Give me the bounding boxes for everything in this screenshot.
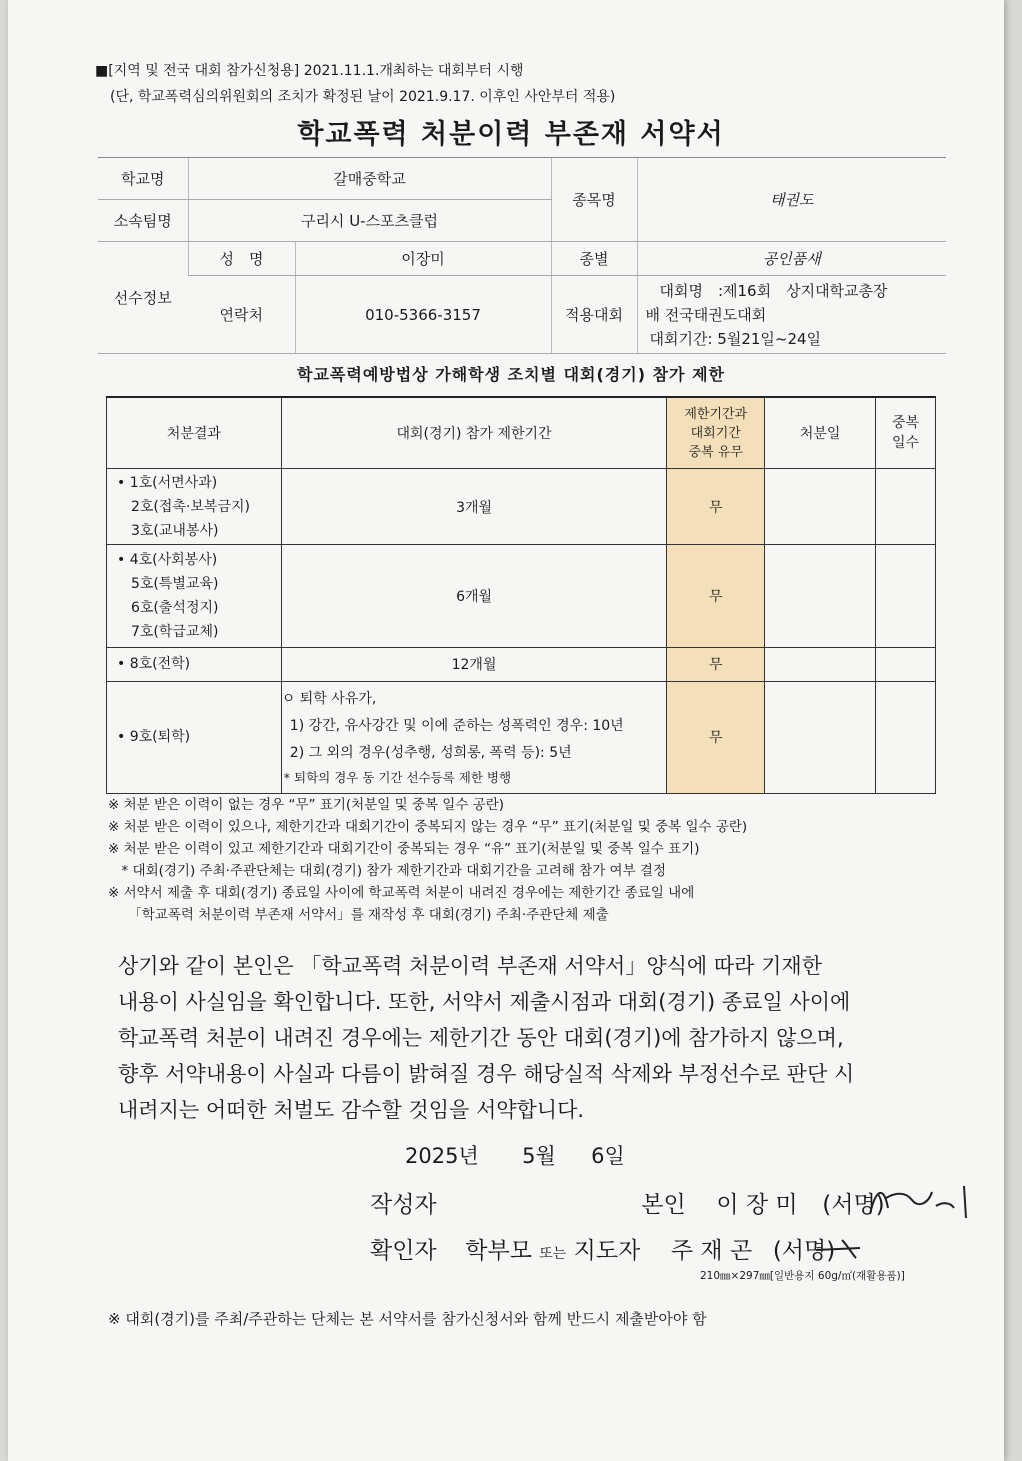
note-line: 「학교폭력 처분이력 부존재 서약서」를 재작성 후 대회(경기) 주최·주관단체 제출	[108, 907, 609, 923]
measure-item: 3호(교내봉사)	[117, 522, 219, 539]
date-day: 6일	[591, 1144, 625, 1168]
sport-value: 태권도	[637, 158, 946, 242]
restriction-period: 12개월	[281, 647, 667, 681]
measure-item: 5호(특별교육)	[117, 575, 219, 592]
disposition-date-cell	[765, 681, 876, 793]
applied-event-label: 적용대회	[551, 276, 637, 354]
measure-list	[107, 545, 282, 647]
detail-line: 1) 강간, 유사강간 및 이에 준하는 성폭력인 경우: 10년	[289, 717, 624, 734]
table-row	[107, 545, 936, 647]
team-label: 소속팀명	[98, 200, 188, 242]
overlap-days-cell	[876, 681, 936, 793]
pledge-line: 내용이 사실임을 확인합니다. 또한, 서약서 제출시점과 대회(경기) 종료일 사이에	[118, 990, 851, 1014]
measure-item: • 9호(퇴학)	[117, 729, 191, 746]
signing-date	[405, 1140, 625, 1170]
measure-item: • 1호(서면사과)	[117, 474, 218, 491]
overlap-value: 무	[667, 681, 765, 793]
overlap-days-cell	[876, 647, 936, 681]
detail-line: ㅇ 퇴학 사유가,	[281, 690, 377, 707]
contact-value: 010-5366-3157	[295, 276, 551, 354]
confirmer-role-coach: 지도자	[573, 1238, 641, 1264]
event-name-line-1: 대회명 :제16회 상지대학교총장	[659, 281, 888, 300]
footer-note: ※ 대회(경기)를 주최/주관하는 단체는 본 서약서를 참가신청서와 함께 반드시 제출받아야 함	[108, 1310, 707, 1328]
confirmer-sign-mark: (서명)	[772, 1238, 836, 1264]
overlap-value: 무	[667, 647, 765, 681]
writer-name: 이 장 미	[716, 1192, 798, 1218]
pledge-text	[118, 948, 938, 1128]
disposition-date-cell	[765, 545, 876, 647]
contact-label: 연락처	[188, 276, 295, 354]
measure-item: 6호(출석정지)	[117, 599, 219, 616]
team-value: 구리시 U-스포츠클럽	[188, 200, 551, 242]
table-row	[107, 469, 936, 545]
notice-line-2: (단, 학교폭력심의위원회의 조치가 확정된 날이 2021.9.17. 이후인 사안부터 적용)	[110, 89, 616, 105]
header-overlap-line-1: 제한기간과	[684, 406, 748, 422]
writer-sign-mark: (서명)	[822, 1192, 885, 1218]
measure-item: • 8호(전학)	[117, 656, 191, 673]
measure-item: 7호(학급교체)	[117, 623, 219, 640]
writer-role: 본인	[641, 1192, 686, 1218]
pledge-line: 상기와 같이 본인은 「학교폭력 처분이력 부존재 서약서」양식에 따라 기재한	[118, 954, 822, 978]
name-label: 성 명	[188, 242, 295, 276]
confirmer-handwritten-signature	[812, 1236, 892, 1262]
note-line: ※ 처분 받은 이력이 있으나, 제한기간과 대회기간이 중복되지 않는 경우 “무” 표기(처분일 및 중복 일수 공란)	[108, 819, 748, 835]
date-year: 2025년	[405, 1144, 479, 1168]
date-month: 5월	[522, 1144, 556, 1168]
header-period: 대회(경기) 참가 제한기간	[281, 397, 667, 469]
measure-item: • 4호(사회봉사)	[117, 551, 218, 568]
overlap-days-cell	[876, 469, 936, 545]
header-overlap-line-2: 대회기간	[690, 425, 741, 441]
note-line: * 대회(경기) 주최·주관단체는 대회(경기) 참가 제한기간과 대회기간을 고려해 참가 여부 결정	[108, 863, 666, 879]
document-title: 학교폭력 처분이력 부존재 서약서	[297, 119, 725, 150]
measures-table	[106, 396, 936, 794]
section-title: 학교폭력예방법상 가해학생 조치별 대회(경기) 참가 제한	[297, 365, 725, 384]
confirmer-or: 또는	[539, 1246, 567, 1262]
measure-item: 2호(접촉·보복금지)	[117, 498, 250, 515]
name-value: 이장미	[295, 242, 551, 276]
expulsion-details	[281, 681, 667, 793]
confirmer-signature-line	[370, 1232, 835, 1265]
notes	[108, 794, 948, 926]
measure-list	[107, 647, 282, 681]
school-value: 갈매중학교	[188, 158, 551, 200]
pledge-line: 학교폭력 처분이 내려진 경우에는 제한기간 동안 대회(경기)에 참가하지 않으며,	[118, 1026, 844, 1050]
table-row	[107, 647, 936, 681]
pledge-line: 내려지는 어떠한 처벌도 감수할 것임을 서약합니다.	[118, 1098, 585, 1122]
measure-list	[107, 681, 282, 793]
detail-line: * 퇴학의 경우 동 기간 선수등록 제한 병행	[283, 769, 512, 785]
disposition-date-cell	[765, 469, 876, 545]
overlap-days-cell	[876, 545, 936, 647]
school-label: 학교명	[98, 158, 188, 200]
header-days-line-1: 중복	[891, 415, 920, 432]
restriction-period: 3개월	[281, 469, 667, 545]
info-table	[98, 157, 946, 354]
detail-line: 2) 그 외의 경우(성추행, 성희롱, 폭력 등): 5년	[289, 744, 572, 761]
sport-label: 종목명	[551, 158, 637, 242]
confirmer-name: 주 재 곤	[670, 1238, 753, 1264]
note-line: ※ 처분 받은 이력이 있고 제한기간과 대회기간이 중복되는 경우 “유” 표기(처분일 및 중복 일수 표기)	[108, 841, 700, 857]
notice-line-1: ■[지역 및 전국 대회 참가신청용] 2021.11.1.개최하는 대회부터 시행	[95, 63, 524, 79]
event-name-line-2: 배 전국태권도대회	[645, 305, 767, 324]
category-label: 종별	[551, 242, 637, 276]
pledge-line: 향후 서약내용이 사실과 다름이 밝혀질 경우 해당실적 삭제와 부정선수로 판단 시	[118, 1062, 855, 1086]
table-row	[107, 681, 936, 793]
applied-event-value	[637, 276, 946, 354]
header-overlap-line-3: 중복 유무	[688, 444, 743, 460]
restriction-period: 6개월	[281, 545, 667, 647]
category-value: 공인품새	[637, 242, 946, 276]
measure-list	[107, 469, 282, 545]
paper-spec: 210㎜×297㎜[일반용지 60g/㎡(재활용품)]	[700, 1270, 905, 1282]
header-days	[876, 397, 936, 469]
disposition-date-cell	[765, 647, 876, 681]
note-line: ※ 서약서 제출 후 대회(경기) 종료일 사이에 학교폭력 처분이 내려진 경우에는 제한기간 종료일 내에	[108, 885, 695, 901]
player-label: 선수정보	[98, 242, 188, 354]
confirmer-role-parent: 학부모	[465, 1238, 532, 1264]
overlap-value: 무	[667, 545, 765, 647]
header-days-line-2: 일수	[891, 435, 920, 452]
confirmer-label: 확인자	[370, 1238, 437, 1264]
overlap-value: 무	[667, 469, 765, 545]
header-result: 처분결과	[107, 397, 282, 469]
event-period: 대회기간: 5월21일~24일	[649, 329, 822, 348]
writer-signature-line	[370, 1186, 885, 1219]
header-overlap	[667, 397, 765, 469]
header-date: 처분일	[765, 397, 876, 469]
writer-label: 작성자	[370, 1192, 437, 1218]
note-line: ※ 처분 받은 이력이 없는 경우 “무” 표기(처분일 및 중복 일수 공란)	[108, 797, 505, 813]
writer-handwritten-signature	[862, 1178, 982, 1226]
